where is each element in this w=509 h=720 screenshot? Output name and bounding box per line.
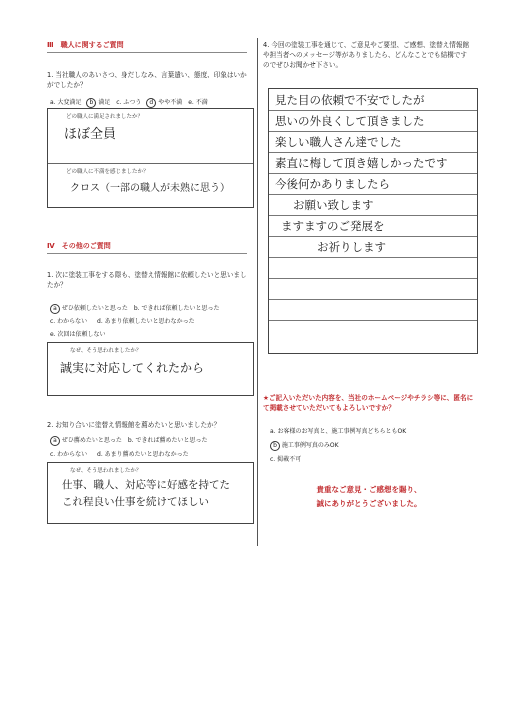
q4-answer-box [268, 88, 478, 354]
thanks-line2: 誠にありがとうございました。 [316, 499, 422, 508]
q4-line-3: 楽しい職人さん達でした [275, 135, 402, 149]
section3-q1-options [50, 97, 208, 108]
option-a-circle[interactable]: a [50, 304, 60, 314]
q4-line-8: お祈りします [317, 240, 386, 254]
section4-title: Ⅳ その他のご質問 [47, 242, 111, 250]
section4-underline [47, 253, 247, 254]
q4-text: 4. 今回の塗装工事を通じて、ご意見やご要望、ご感想、塗替え情報館や担当者へのメッセージ等がありましたら、どんなことでも結構ですのでぜひお聞かせ下さい。 [263, 41, 470, 69]
rule [269, 320, 477, 321]
rule [269, 152, 477, 153]
dissatisfied-label: どの職人に不満を感じましたか？ [66, 169, 149, 175]
q4-line-1: 見た目の依頼で不安でしたが [275, 93, 425, 107]
section4-q1-why-box [47, 342, 254, 396]
satisfied-answer: ほぼ全員 [64, 127, 117, 142]
option-b[interactable]: b. できれば依頼したいと思った [133, 305, 220, 312]
option-b[interactable]: 満足 [98, 99, 111, 106]
section3-underline [47, 52, 247, 53]
publish-option-b-row [270, 440, 339, 451]
option-c[interactable]: c. わからない [50, 451, 88, 458]
rule [269, 236, 477, 237]
publish-notice: ★ご記入いただいた内容を、当社のホームページやチラシ等に、匿名にて掲載させていただいてもよろしいですか？ [263, 394, 474, 412]
section3-title: Ⅲ 職人に関するご質問 [47, 41, 124, 49]
q4-line-2: 思いの外良くして頂きました [275, 114, 425, 128]
satisfied-label: どの職人に満足されましたか？ [66, 114, 144, 120]
why-answer: 誠実に対応してくれたから [60, 361, 205, 375]
option-b-circle[interactable]: b [86, 98, 96, 108]
q4-line-7: ますますのご発展を [281, 219, 385, 233]
section4-q2-options-row2 [50, 449, 189, 458]
option-e[interactable]: e. 次回は依頼しない [50, 331, 106, 338]
section4-q2-text: 2. お知り合いに塗替え情報館を薦めたいと思いましたか？ [47, 421, 221, 429]
option-d[interactable]: d. あまり依頼したいと思わなかった [97, 318, 195, 325]
section4-q1-text: 1. 次に塗装工事をする際も、塗替え情報館に依頼したいと思いましたか？ [47, 271, 247, 289]
publish-option-a[interactable]: a. お客様のお写真と、施工事例写真どちらともOK [270, 428, 407, 435]
why-answer-line2: これ程良い仕事を続けてほしい [62, 496, 209, 508]
section4-q2-options-row1 [50, 435, 207, 446]
section4-q1-options-row1 [50, 303, 219, 314]
publish-option-b[interactable]: 施工事例写真のみOK [281, 442, 339, 449]
why-label: なぜ、そう思われましたか？ [70, 468, 142, 474]
rule [269, 299, 477, 300]
option-a[interactable]: ぜひ依頼したいと思った [61, 305, 128, 312]
option-e[interactable]: e. 不満 [188, 99, 208, 106]
option-a[interactable]: ぜひ薦めたいと思った [61, 437, 122, 444]
section4-q2-why-box [47, 462, 254, 524]
option-c[interactable]: c. ふつう [116, 99, 142, 106]
satisfied-box [47, 108, 254, 208]
option-d[interactable]: やや不満 [158, 99, 183, 106]
box-divider [48, 163, 253, 164]
q4-line-5: 今後何かありましたら [275, 177, 390, 191]
rule [269, 257, 477, 258]
rule [269, 173, 477, 174]
column-divider [257, 38, 258, 546]
rule [269, 278, 477, 279]
rule [269, 131, 477, 132]
option-b[interactable]: b. できれば薦めたいと思った [127, 437, 208, 444]
why-label: なぜ、そう思われましたか？ [70, 348, 142, 354]
rule [269, 194, 477, 195]
rule [269, 215, 477, 216]
section3-q1-text: 1. 当社職人のあいさつ、身だしなみ、言葉遣い、態度、印象はいかがでしたか？ [47, 71, 247, 89]
publish-option-b-circle[interactable]: b [270, 441, 280, 451]
why-answer-line1: 仕事、職人、対応等に好感を持てた [62, 479, 230, 491]
option-c[interactable]: c. わからない [50, 318, 88, 325]
q4-line-4: 素直に梅して頂き嬉しかったです [275, 156, 448, 170]
section4-q1-options-row2 [50, 316, 195, 325]
option-d-circle[interactable]: d [146, 98, 156, 108]
publish-option-c[interactable]: c. 掲載不可 [270, 456, 302, 463]
option-d[interactable]: d. あまり薦めたいと思わなかった [97, 451, 189, 458]
option-a[interactable]: a. 大変満足 [50, 99, 82, 106]
option-a-circle[interactable]: a [50, 436, 60, 446]
section4-q1-options-row3 [50, 329, 106, 338]
thanks-line1: 貴重なご意見・ご感想を賜り、 [316, 485, 422, 494]
q4-line-6: お願い致します [293, 198, 374, 212]
rule [269, 110, 477, 111]
dissatisfied-answer: クロス（一部の職人が未熟に思う） [70, 183, 230, 194]
